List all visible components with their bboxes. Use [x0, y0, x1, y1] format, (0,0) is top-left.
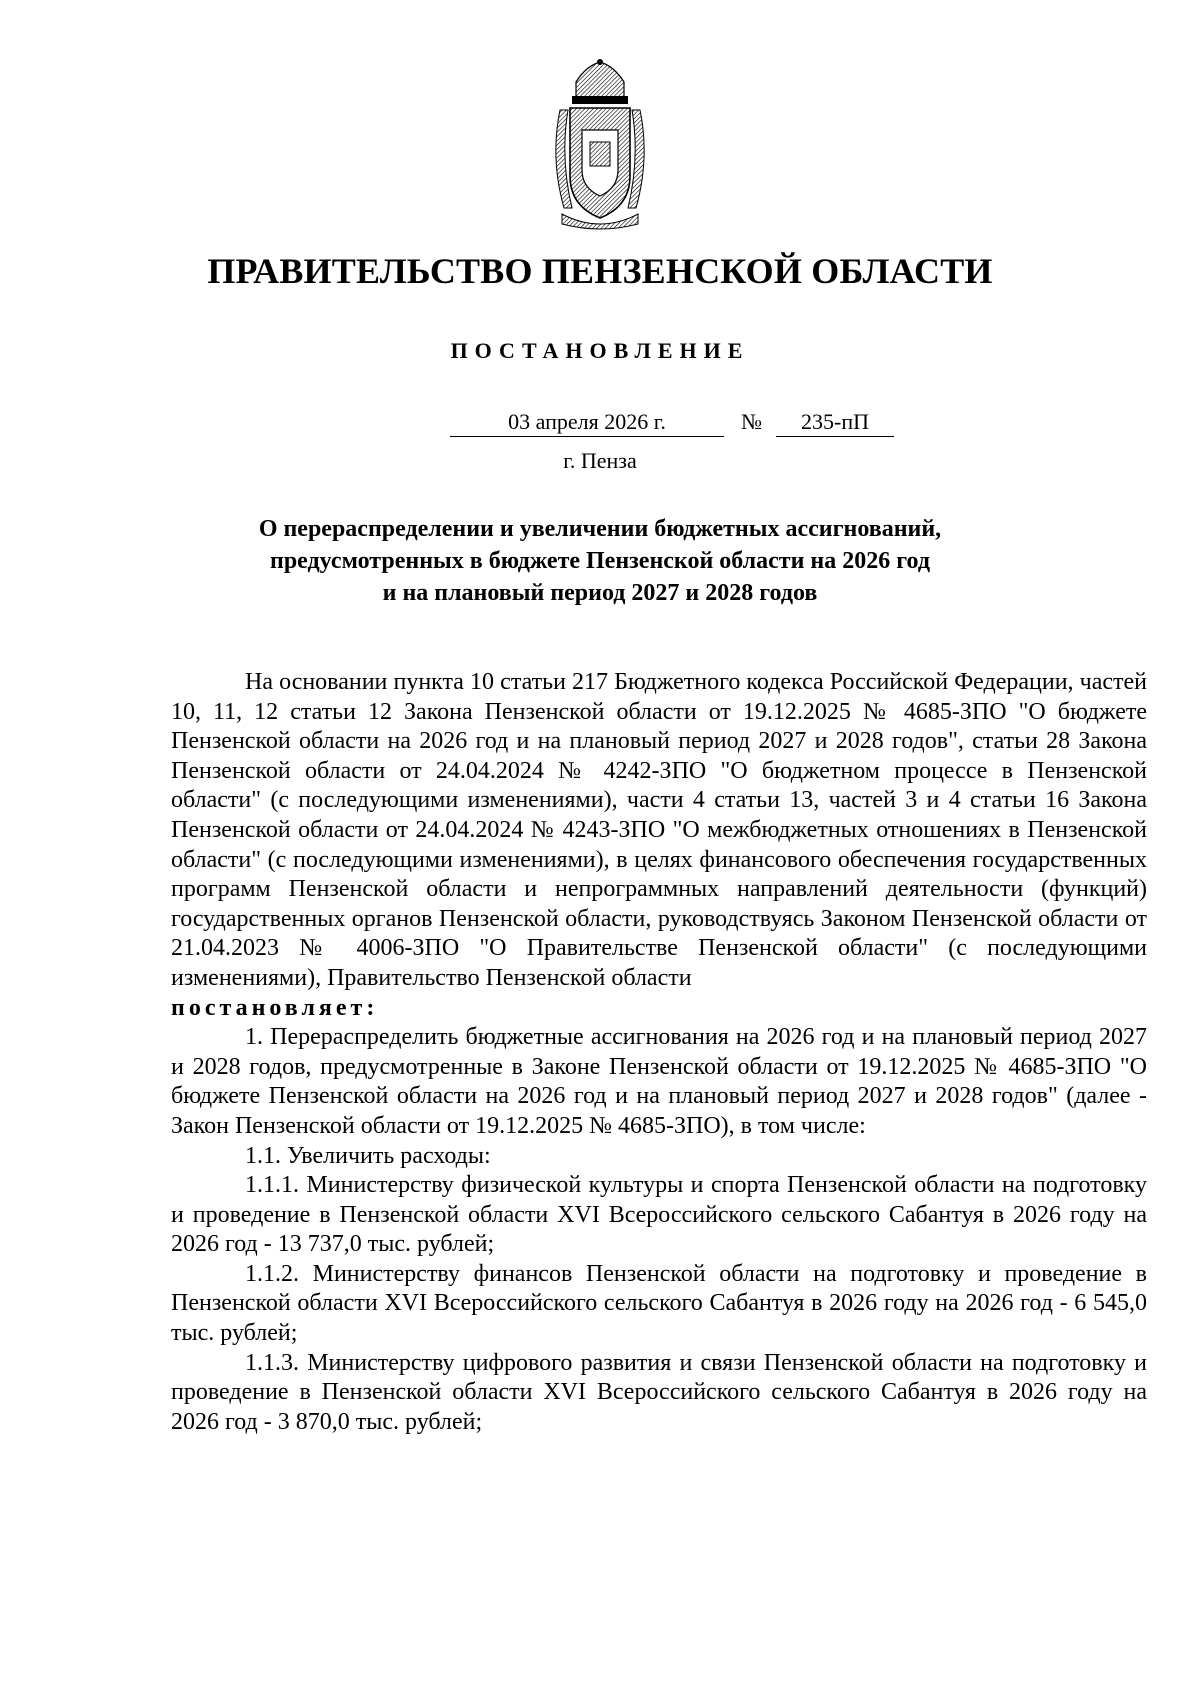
- preamble-paragraph: На основании пункта 10 статьи 217 Бюджетного кодекса Российской Федерации, частей 10, 11, 12 статьи 12 Закона Пензенской области от 19.12.2025 № 4685-ЗПО "О бюджете Пензенской области на 2026 год и на плановый период 2027 и 2028 годов", статьи 28 Закона Пензенской области от 24.04.2024 № 4242-ЗПО "О бюджетном процессе в Пензенской области" (с последующими изменениями), части 4 статьи 13, частей 3 и 4 статьи 16 Закона Пензенской области от 24.04.2024 № 4243-ЗПО "О межбюджетных отношениях в Пензенской области" (с последующими изменениями), в целях финансового обеспечения государственных программ Пензенской области и непрограммных направлений деятельности (функций) государственных органов Пензенской области, руководствуясь Законом Пензенской области от 21.04.2023 № 4006-ЗПО "О Правительстве Пензенской области" (с последующими изменениями), Правительство Пензенской области: [171, 669, 1147, 991]
- clause-paragraph: 1.1. Увеличить расходы:: [245, 1142, 491, 1169]
- clause-paragraph: 1.1.1. Министерству физической культуры и спорта Пензенской области на подготовку и проведение в Пензенской области XVI Всероссийского сельского Сабантуя в 2026 году на 2026 год - 13 737,0 тыс. рублей;: [171, 1172, 1147, 1258]
- clause-paragraph: 1. Перераспределить бюджетные ассигнования на 2026 год и на плановый период 2027 и 2028 годов, предусмотренные в Законе Пензенской области от 19.12.2025 № 4685-ЗПО "О бюджете Пензенской области на 2026 год и на плановый период 2027 и 2028 годов" (далее - Закон Пензенской области от 19.12.2025 № 4685-ЗПО), в том числе:: [171, 1024, 1147, 1139]
- coat-of-arms-emblem: [546, 58, 654, 234]
- document-date: 03 апреля 2026 г.: [450, 408, 724, 437]
- document-number: 235-пП: [776, 408, 894, 437]
- title-line: О перераспределении и увеличении бюджетных ассигнований,: [258, 516, 942, 542]
- number-sign: №: [741, 409, 762, 434]
- organization-title: ПРАВИТЕЛЬСТВО ПЕНЗЕНСКОЙ ОБЛАСТИ: [207, 251, 993, 291]
- clause-paragraph: 1.1.3. Министерству цифрового развития и связи Пензенской области на подготовку и проведение в Пензенской области XVI Всероссийского сельского Сабантуя в 2026 году на 2026 год - 3 870,0 тыс. рублей;: [171, 1349, 1147, 1435]
- decree-word: постановляет:: [171, 994, 379, 1021]
- date-number-line: [450, 408, 900, 440]
- document-body: [171, 668, 1147, 1437]
- title-line: и на плановый период 2027 и 2028 годов: [382, 580, 818, 606]
- document-city: г. Пенза: [563, 448, 637, 473]
- document-title: [0, 513, 1200, 609]
- clause-paragraph: 1.1.2. Министерству финансов Пензенской области на подготовку и проведение в Пензенской области XVI Всероссийского сельского Сабантуя в 2026 году на 2026 год - 6 545,0 тыс. рублей;: [171, 1260, 1147, 1347]
- title-line: предусмотренных в бюджете Пензенской области на 2026 год: [270, 548, 930, 574]
- document-type: ПОСТАНОВЛЕНИЕ: [450, 338, 750, 363]
